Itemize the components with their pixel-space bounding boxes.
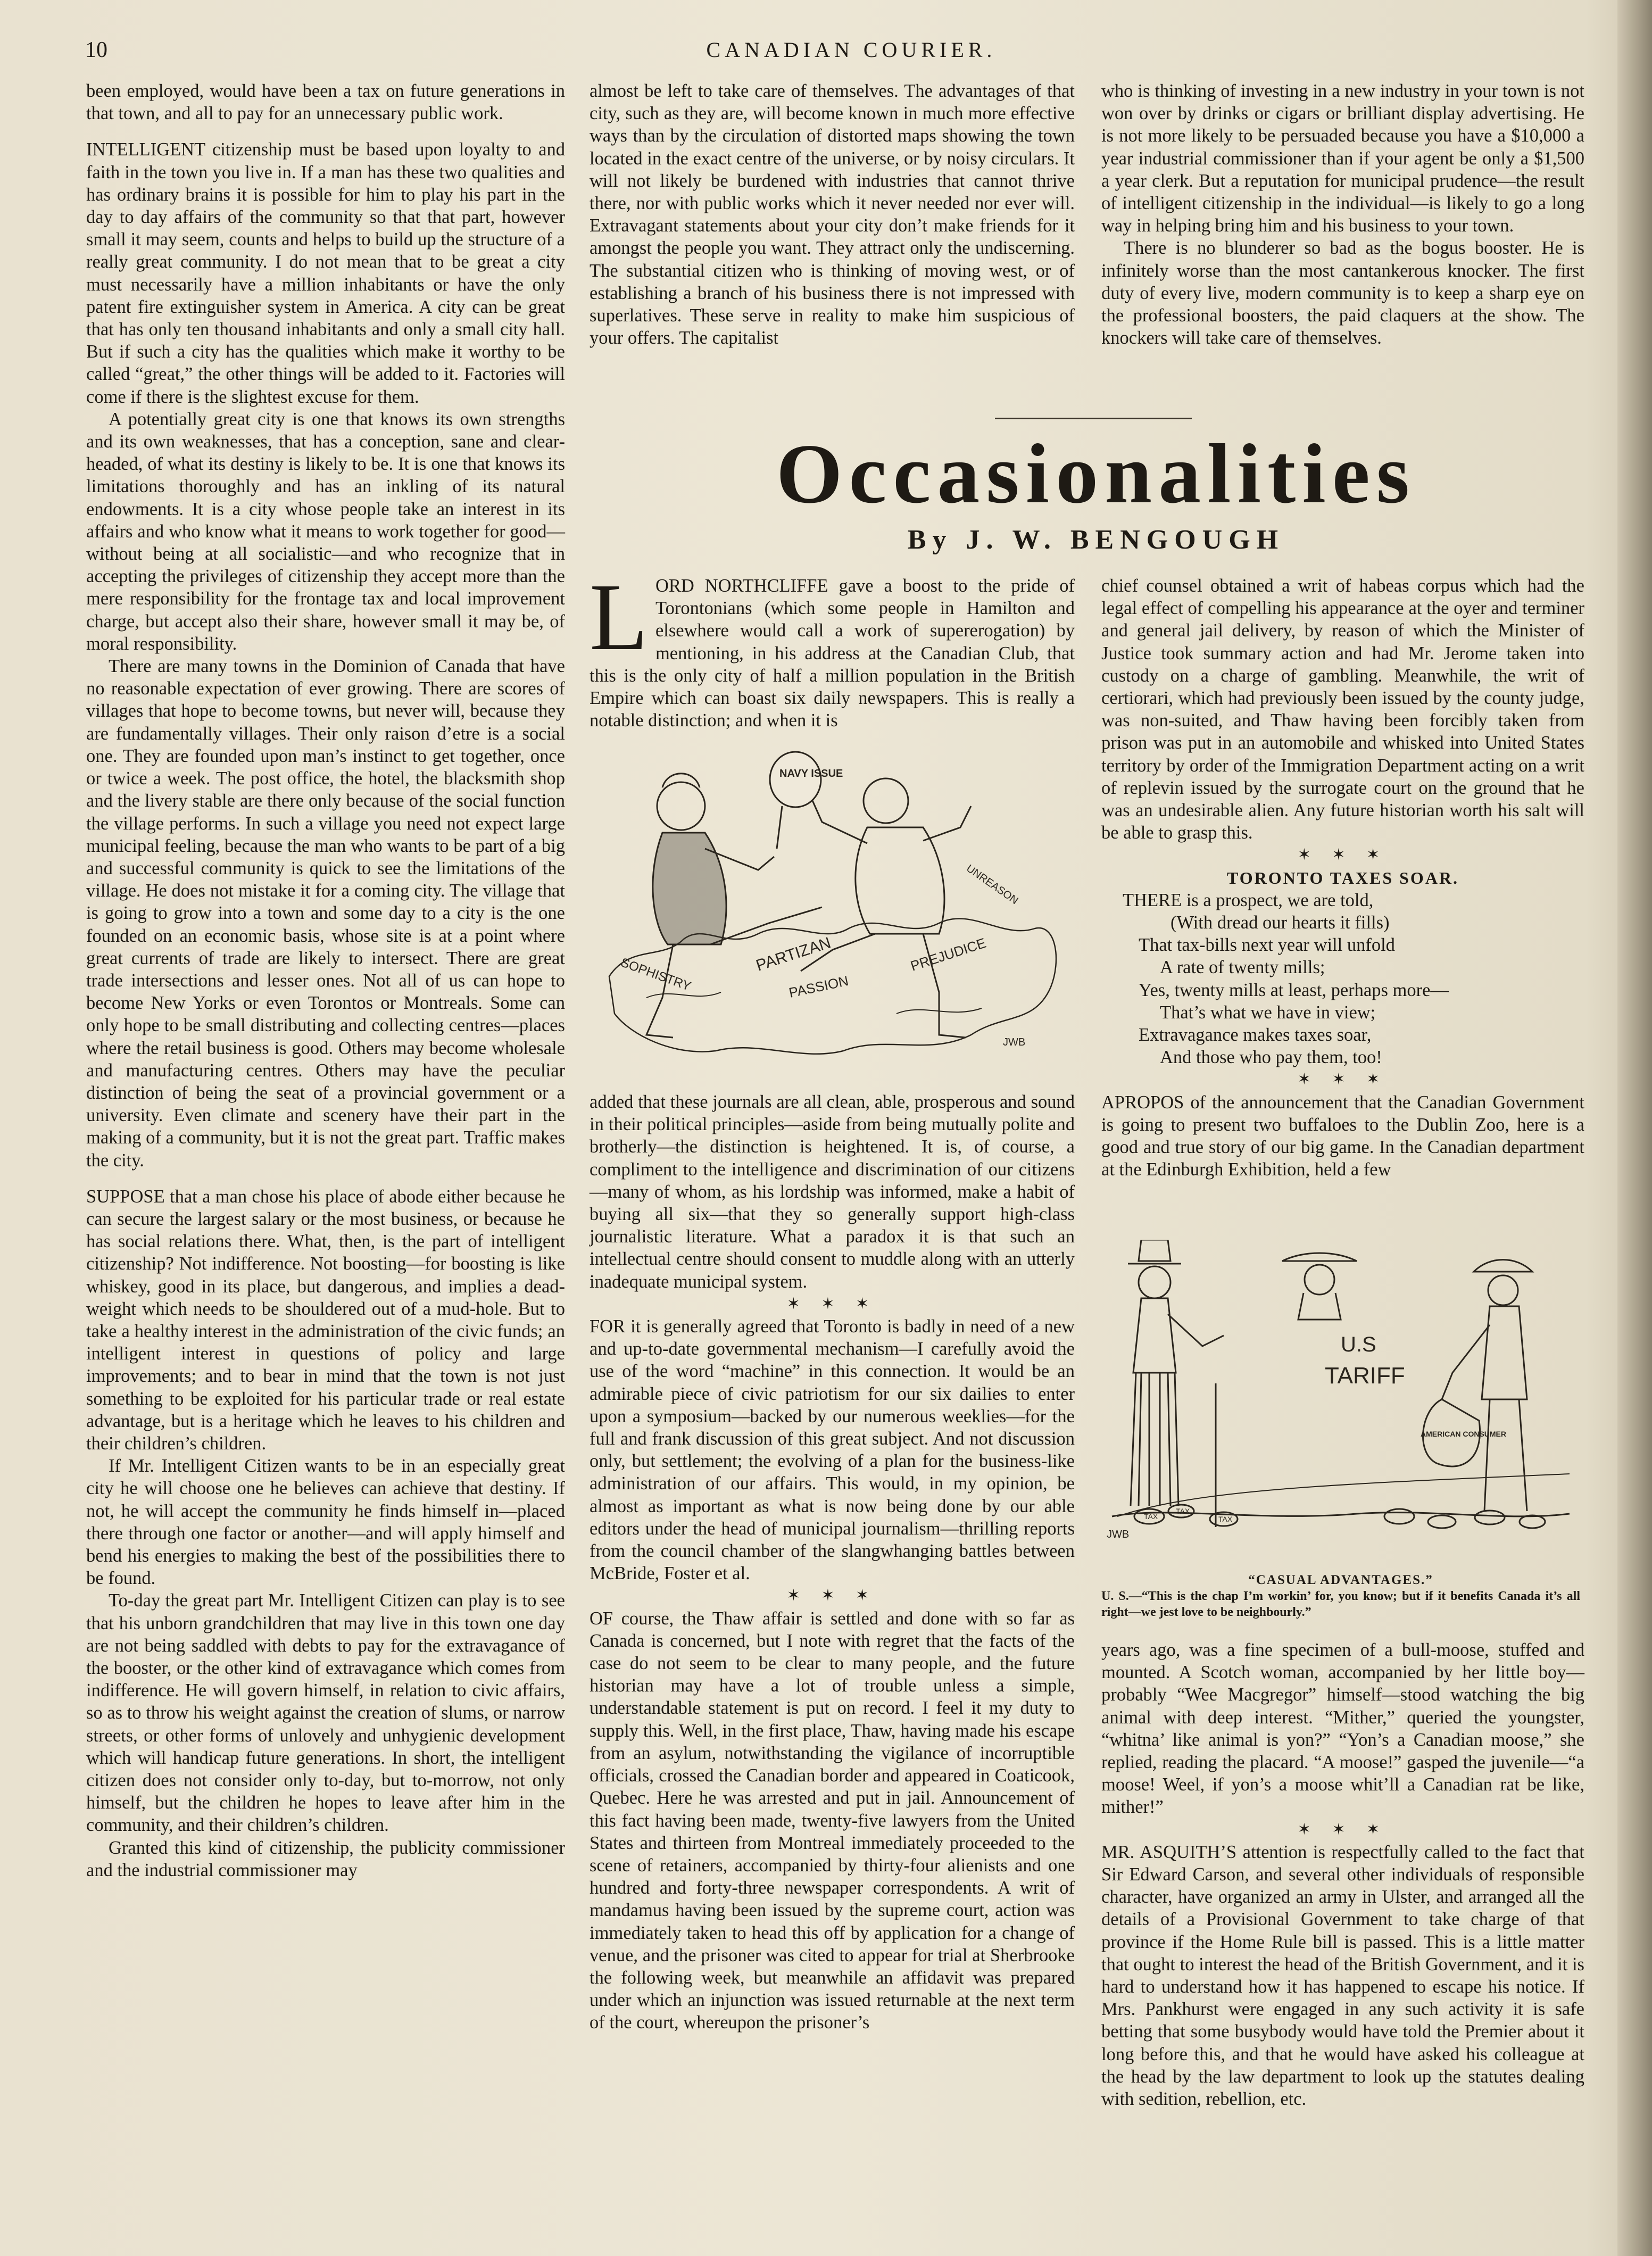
- paragraph: There is no blunderer so bad as the bogus booster. He is infinitely worse than the most cantankerous knocker. The first duty of every live, modern community is to keep a sharp eye on the professional boosters, the paid claquers at the show. The knockers will take care of themselves.: [1101, 238, 1584, 349]
- paragraph: SUPPOSE that a man chose his place of abode either because he can secure the largest salary or the most business, or because he has social relations there. What, then, is the part of intelligent citizenship? Not indifference. Not boosting—for boosting is like whiskey, good in its place, but dangerous, and implies a dead-weight which needs to be shouldered out of a mud-hole. But to take a healthy interest in the administration of the civic funds; an intelligent interest in questions of policy and large improvements; and to bear in mind that the town is not just something to be exploited for his particular trade or real estate advantage, but is a heritage which he leaves to his children and their children’s children.: [86, 1186, 565, 1454]
- poem-line: And those who pay them, too!: [1160, 1047, 1382, 1068]
- caption-body: U. S.—“This is the chap I’m workin’ for, you know; but if it benefits Canada it’s all right—we jest love to be neighbourly.”: [1101, 1589, 1580, 1619]
- caption-title: “CASUAL ADVANTAGES.”: [1248, 1573, 1433, 1587]
- cartoon-label: PREJUDICE: [908, 934, 989, 974]
- paragraph: added that these journals are all clean, able, prosperous and sound in their political principles—aside from being mutually polite and brotherly—the distinction is heightened. It is, of course, a compliment to the intelligence and discrimination of our citizens—many of whom, as his lordship was informed, make a habit of buying all six—that they so generally support high-class journalistic literature. What a paradox it is that such an intellectual centre should consent to muddle along with an utterly inadequate municipal system.: [590, 1092, 1075, 1292]
- paragraph-asquith: MR. ASQUITH’S attention is respectfully called to the fact that Sir Edward Carson, and several other individuals of responsible character, have organized an army in Ulster, and arranged all the details of a Provisional Government to take charge of that province if the Home Rule bill is passed. This is a little matter that ought to interest the head of the British Government, and it is hard to understand how it has happened to escape his notice. If Mrs. Pankhurst were engaged in any such activity it is safe betting that some busybody would have told the Premier about it long before this, and that he would have asked his colleague at the head by the law department to look up the statutes dealing with sedition, rebellion, etc.: [1101, 1842, 1584, 2110]
- cartoon-us-tariff: [1101, 1240, 1580, 1564]
- paragraph: chief counsel obtained a writ of habeas corpus which had the legal effect of compelling his appearance at the oyer and terminer and general jail delivery, by reason of which the Minister of Justice took summary action and had Mr. Jerome taken into custody on a charge of gambling. Meanwhile, the writ of certiorari, which had previously been issued by the county judge, was non-suited, and Thaw having been forcibly taken from prison was put in an automobile and whisked into United States territory by order of the Immigration Department acting on a writ of replevin issued by the surrogate court on the ground that he was an undesirable alien. Any future historian worth his salt will be able to grasp this.: [1101, 576, 1584, 843]
- book-spine-shadow: [1617, 0, 1652, 2256]
- column-right-lower: [1101, 1639, 1584, 2110]
- cartoon-label: U.S: [1341, 1333, 1376, 1356]
- paragraph-toronto: FOR it is generally agreed that Toronto is badly in need of a new and up-to-date governmental mechanism—I carefully avoid the use of the word “machine” in this connection. It would be an admirable piece of civic patriotism for our six dailies to enter upon a symposium—backed by our numerous weeklies—for the full and frank discussion of this great subject. And not discussion only, but settlement; the evolving of a plan for the business-like administration of our affairs. This would, in my opinion, be almost as important as what is now being done by our able editors under the head of municipal journalism—thrilling reports from the council chamber of the slangwhanging battles between McBride, Foster et al.: [590, 1316, 1075, 1584]
- cartoon-label: TAX: [1218, 1515, 1233, 1523]
- poem-line: That’s what we have in view;: [1160, 1002, 1376, 1023]
- cartoon-label: AMERICAN CONSUMER: [1421, 1430, 1506, 1438]
- cartoon-caption: [1101, 1572, 1580, 1620]
- poem-line: Extravagance makes taxes soar,: [1139, 1025, 1372, 1046]
- cartoon-label: TAX: [1176, 1507, 1190, 1515]
- paragraph-apropos: APROPOS of the announcement that the Canadian Government is going to present two buffaloes to the Dublin Zoo, here is a good and true story of our big game. In the Canadian department at the Edinburgh Exhibition, held a few: [1101, 1092, 1584, 1180]
- paragraph: To-day the great part Mr. Intelligent Citizen can play is to see that his unborn grandchildren that may live in this town one day are not being saddled with debts to pay for the extravagance of the booster, or the other kind of extravagance which comes from indifference. He will govern himself, in relation to civic affairs, so as to throw his weight against the creation of slums, or narrow streets, or other forms of unlovely and unhygienic development which will handicap future generations. In short, the intelligent citizen does not consider only to-day, but to-morrow, not only himself, but the children he hopes to leave after him in the community, and their children’s children.: [86, 1590, 565, 1836]
- paragraph: A potentially great city is one that knows its own strengths and its own weaknesses, that has a conception, sane and clear-headed, of what its destiny is likely to be. It is one that knows its limitations thoroughly and has an inkling of its natural endowments. It is a city whose people take an interest in its affairs and who know what it means to work together for good—without being at all socialistic—and who recognize that in accepting the privileges of citizenship they accept more than the mere responsibility for the frontage tax and local improvement charge, but accept also their share, however small it may be, of moral responsibility.: [86, 409, 565, 654]
- cartoon-kicking-figures: [599, 748, 1067, 1067]
- column-middle-top: [590, 80, 1075, 349]
- section-divider-stars: ✶ ✶ ✶: [786, 1295, 878, 1313]
- drop-cap: L: [590, 564, 648, 670]
- cartoon-label: TAX: [1144, 1512, 1158, 1521]
- column-right-bottom: [1101, 575, 1584, 1181]
- paragraph: INTELLIGENT citizenship must be based upon loyalty to and faith in the town you live in. If a man has these two qualities and has ordinary brains it is possible for him to play his part in the day to day affairs of the community so that that part, however small it may seem, counts and helps to build up the structure of a really great community. I do not mean that to be great a city must necessarily have a million inhabitants or have the only patent fire extinguisher system in America. A city can be great that has only ten thousand inhabitants and only a small city hall. But if such a city has the qualities which make it worthy to be called “great,” the other things will be added to it. Factories will come if there is the slightest excuse for them.: [86, 139, 565, 407]
- section-divider-stars: ✶ ✶ ✶: [1297, 1820, 1389, 1838]
- poem-line: (With dread our hearts it fills): [1170, 913, 1390, 933]
- paragraph-northcliffe: LORD NORTHCLIFFE gave a boost to the pride of Torontonians (which some people in Hamilton and elsewhere would call a work of supererogation) by mentioning, in his address at the Canadian Club, that this is the only city of half a million population in the British Empire which can boast six daily newspapers. This is really a notable distinction; and when it is: [590, 564, 1075, 731]
- column-middle-upper-bottom: [590, 564, 1075, 732]
- cartoon-label: PASSION: [787, 972, 850, 1001]
- paragraph: There are many towns in the Dominion of Canada that have no reasonable expectation of ever growing. There are scores of villages that hope to become towns, but never will, because they are fundamentally villages. Their only raison d’etre is a social one. They are founded upon man’s instinct to get together, once or twice a week. The post office, the hotel, the blacksmith shop and the livery stable are there only because of the social function the village performs. In such a village you need not expect large municipal feeling, because the man who wants to be part of a big and successful community is quick to see the limitations of the village. He does not mistake it for a coming city. The village that is going to grow into a town and some day to a city is the one founded on an economic basis, whose site is at a point where great currents of trade are likely to intersect. There are great trade intersections and lesser ones. Not all of us can hope to become New Yorks or even Torontos or Montreals. Some can only hope to be small distributing and collecting centres—places where the retail business is good. Others may become wholesale and manufacturing centres. Others may have the peculiar distinction of being the seat of a provincial government or a university. Even climate and scenery have their part in the making of a community, but it is not the great part. Traffic makes the city.: [86, 656, 565, 1171]
- paragraph: If Mr. Intelligent Citizen wants to be in an especially great city he will choose one he believes can achieve that destiny. If not, he will accept the community he finds himself in—placed there through one factor or another—and will apply himself and bend his energies to making the best of the possibilities there to be found.: [86, 1456, 565, 1589]
- cartoon-label: UNREASON: [964, 862, 1020, 907]
- poem-line: A rate of twenty mills;: [1160, 957, 1325, 978]
- poem-line: THERE is a prospect, we are told,: [1123, 890, 1374, 910]
- section-rule: [995, 418, 1192, 419]
- paragraph: been employed, would have been a tax on future generations in that town, and all to pay for an unnecessary public work.: [86, 81, 565, 124]
- column-right-top: [1101, 80, 1584, 349]
- cartoon-label: PARTIZAN: [753, 934, 833, 975]
- artist-signature: JWB: [1107, 1529, 1130, 1540]
- cartoon-label: TARIFF: [1325, 1363, 1405, 1389]
- feature-byline: By J. W. BENGOUGH: [907, 525, 1285, 555]
- section-divider-stars: ✶ ✶ ✶: [1297, 846, 1389, 864]
- paragraph: almost be left to take care of themselves. The advantages of that city, such as they are, will become known in much more effective ways than by the circulation of distorted maps showing the town located in the exact centre of the universe, or by noisy circulars. It will not likely be burdened with industries that cannot thrive there, nor with public works which it never needed nor ever will. Extravagant statements about your city don’t make friends for it amongst the people you want. They attract only the undiscerning. The substantial citizen who is thinking of moving west, or of establishing a branch of his business there is not impressed with superlatives. These serve in reality to make him suspicious of your offers. The capitalist: [590, 81, 1075, 349]
- column-left: [86, 80, 565, 1881]
- section-divider-stars: ✶ ✶ ✶: [786, 1587, 878, 1605]
- paragraph-thaw: OF course, the Thaw affair is settled and done with so far as Canada is concerned, but I note with regret that the facts of the case do not seem to be clear to many people, and the future historian may have a lot of trouble unless a simple, understandable statement is put on record. I feel it my duty to supply this. Well, in the first place, Thaw, having made his escape from an asylum, notwithstanding the vigilance of incorruptible officials, crossed the Canadian border and appeared in Coaticook, Quebec. Here he was arrested and put in jail. Announcement of this fact having been made, twenty-five lawyers from the United States and thirteen from Montreal immediately proceeded to the scene of retainers, accompanied by thirty-four alienists and one hundred and forty-three newspaper correspondents. A writ of mandamus having been issued by the supreme court, action was immediately taken to head this off by application for a change of venue, and the prisoner was cited to appear for trial at Sherbrooke the following week, but meanwhile an affidavit was prepared under which an injunction was issued returnable at the next term of the court, whereupon the prisoner’s: [590, 1608, 1075, 2033]
- page-number: 10: [85, 38, 107, 62]
- poem: [1101, 889, 1584, 1069]
- paragraph: Granted this kind of citizenship, the publicity commissioner and the industrial commissioner may: [86, 1837, 565, 1880]
- running-head: CANADIAN COURIER.: [706, 38, 997, 62]
- artist-signature: JWB: [1003, 1036, 1026, 1048]
- section-divider-stars: ✶ ✶ ✶: [1297, 1071, 1389, 1089]
- paragraph: who is thinking of investing in a new industry in your town is not won over by drinks or cigars or brilliant display advertising. He is not more likely to be persuaded because you have a $10,000 a year industrial commissioner than if your agent be only a $1,500 a year clerk. But a reputation for municipal prudence—the result of intelligent citizenship in the individual—is likely to go a long way in helping bring him and his business to your town.: [1101, 81, 1584, 236]
- cartoon-label: NAVY ISSUE: [779, 768, 843, 779]
- paragraph-moose: years ago, was a fine specimen of a bull-moose, stuffed and mounted. A Scotch woman, accompanied by her little boy—probably “Wee Macgregor” himself—stood watching the big animal with deep interest. “Mither,” queried the youngster, “whitna’ like animal is yon?” “Yon’s a Canadian moose,” she replied, reading the placard. “A moose!” gasped the juvenile—“a moose! Weel, if yon’s a moose whit’ll a Canadian rat be like, mither!”: [1101, 1640, 1584, 1818]
- cartoon-label: SOPHISTRY: [618, 955, 693, 994]
- poem-line: Yes, twenty mills at least, perhaps more—: [1139, 980, 1449, 1000]
- column-middle-lower: [590, 1091, 1075, 2034]
- poem-line: That tax-bills next year will unfold: [1139, 935, 1395, 956]
- poem-title: TORONTO TAXES SOAR.: [1226, 868, 1459, 888]
- feature-title: Occasionalities: [776, 426, 1416, 521]
